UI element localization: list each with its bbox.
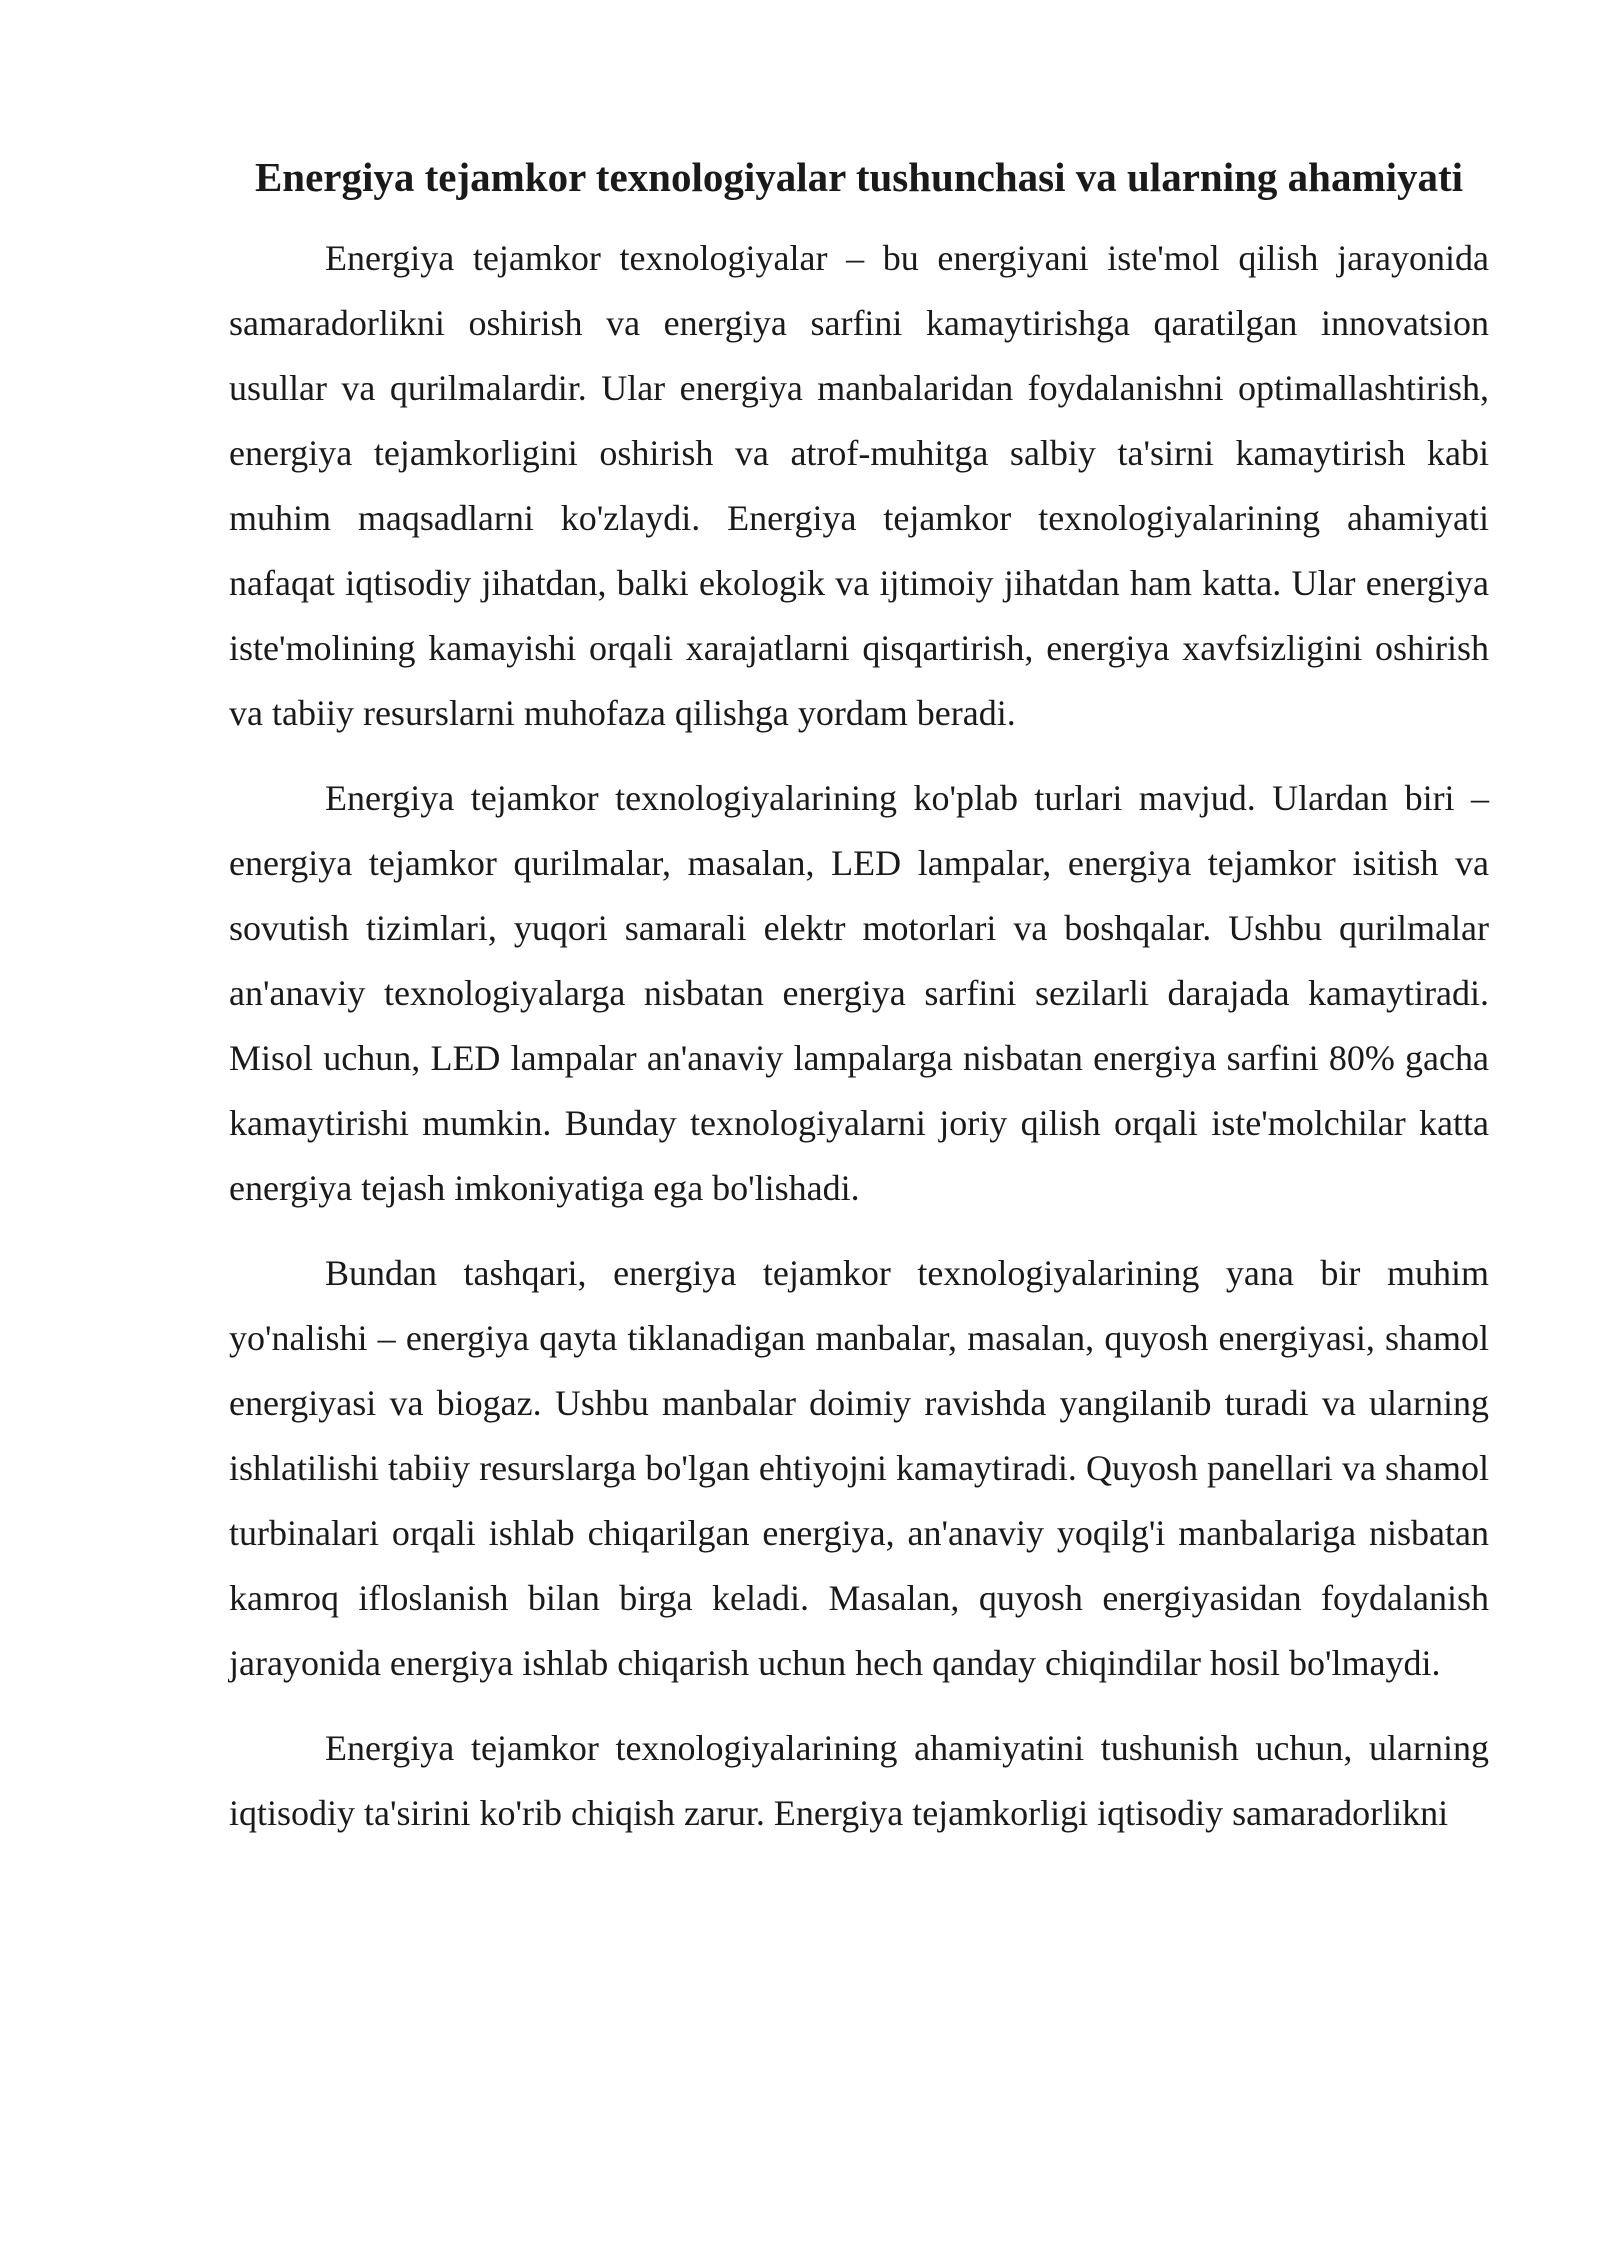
paragraph-3: Bundan tashqari, energiya tejamkor texnologiyalarining yana bir muhim yo'nalishi – energiya qayta tiklanadigan manbalar, masalan, quyosh energiyasi, shamol energiyasi va biogaz. Ushbu manbalar doimiy ravishda yangilanib turadi va ularning ishlatilishi tabiiy resurslarga bo'lgan ehtiyojni kamaytiradi. Quyosh panellari va shamol turbinalari orqali ishlab chiqarilgan energiya, an'anaviy yoqilg'i manbalariga nisbatan kamroq ifloslanish bilan birga keladi. Masalan, quyosh energiyasidan foydalanish jarayonida energiya ishlab chiqarish uchun hech qanday chiqindilar hosil bo'lmaydi. xyxy=(229,1253,1489,1683)
document-page xyxy=(229,140,1489,1866)
paragraph-1: Energiya tejamkor texnologiyalar – bu energiyani iste'mol qilish jarayonida samaradorlikni oshirish va energiya sarfini kamaytirishga qaratilgan innovatsion usullar va qurilmalardir. Ular energiya manbalaridan foydalanishni optimallashtirish, energiya tejamkorligini oshirish va atrof-muhitga salbiy ta'sirni kamaytirish kabi muhim maqsadlarni ko'zlaydi. Energiya tejamkor texnologiyalarining ahamiyati nafaqat iqtisodiy jihatdan, balki ekologik va ijtimoiy jihatdan ham katta. Ular energiya iste'molining kamayishi orqali xarajatlarni qisqartirish, energiya xavfsizligini oshirish va tabiiy resurslarni muhofaza qilishga yordam beradi. xyxy=(229,238,1489,733)
document-title: Energiya tejamkor texnologiyalar tushunchasi va ularning ahamiyati xyxy=(254,154,1464,200)
paragraph-4: Energiya tejamkor texnologiyalarining ahamiyatini tushunish uchun, ularning iqtisodiy ta'sirini ko'rib chiqish zarur. Energiya tejamkorligi iqtisodiy samaradorlikni xyxy=(229,1728,1489,1833)
paragraph-2: Energiya tejamkor texnologiyalarining ko'plab turlari mavjud. Ulardan biri – energiya tejamkor qurilmalar, masalan, LED lampalar, energiya tejamkor isitish va sovutish tizimlari, yuqori samarali elektr motorlari va boshqalar. Ushbu qurilmalar an'anaviy texnologiyalarga nisbatan energiya sarfini sezilarli darajada kamaytiradi. Misol uchun, LED lampalar an'anaviy lampalarga nisbatan energiya sarfini 80% gacha kamaytirishi mumkin. Bunday texnologiyalarni joriy qilish orqali iste'molchilar katta energiya tejash imkoniyatiga ega bo'lishadi. xyxy=(229,778,1489,1208)
